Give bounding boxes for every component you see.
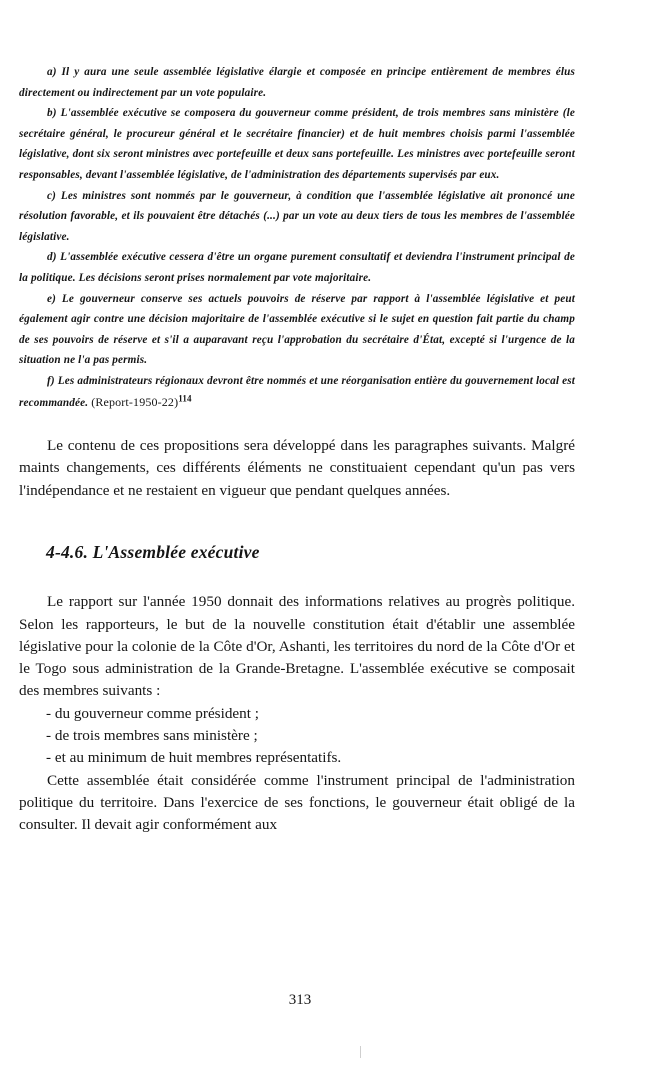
- body-text: [19, 435, 575, 836]
- paragraph-consultation: Cette assemblée était considérée comme l'instrument principal de l'administration politique du territoire. Dans l'exercice de ses fonctions, le gouverneur était obligé de la consulter. Il devait agir conformément aux: [19, 771, 575, 834]
- recommendation-d: d) L'assemblée exécutive cessera d'être un organe purement consultatif et deviendra l'instrument principal de la politique. Les décisions seront prises normalement par vote majoritaire.: [19, 251, 575, 284]
- recommendation-e: e) Le gouverneur conserve ses actuels pouvoirs de réserve par rapport à l'assemblée législative et peut également agir contre une décision majoritaire de l'assemblée exécutive si le sujet en question fait partie du champ de ses pouvoirs de réserve et s'il a auparavant reçu l'approbation du secrétaire d'État, excepté si l'urgence de la situation ne l'a pas permis.: [19, 292, 575, 367]
- section-heading: 4-4.6. L'Assemblée exécutive: [46, 541, 260, 562]
- list-item: - de trois membres sans ministère ;: [46, 727, 258, 745]
- recommendation-c: c) Les ministres sont nommés par le gouverneur, à condition que l'assemblée législative ait prononcé une résolution favorable, et ils pouvaient être détachés (...) par un vote au deux tiers de tous les membres de l'assemblée législative.: [19, 189, 575, 243]
- page-number: 313: [288, 992, 312, 1008]
- page-content: [19, 62, 575, 837]
- list-item: - du gouverneur comme président ;: [46, 704, 259, 722]
- recommendation-a: a) Il y aura une seule assemblée législative élargie et composée en principe entièrement de membres élus directement ou indirectement par un vote populaire.: [19, 66, 575, 99]
- quoted-recommendations: [19, 62, 575, 413]
- recommendation-f-text: f) Les administrateurs régionaux devront être nommés et une réorganisation entière du gouvernement local est recommandée.: [19, 374, 575, 409]
- recommendation-b: b) L'assemblée exécutive se composera du gouverneur comme président, de trois membres sans ministère (le secrétaire général, le procureur général et le secrétaire financier) et de huit membres choisis parmi l'assemblée législative, dont six seront ministres avec portefeuille et deux sans portefeuille. Les ministres avec portefeuille seront responsables, devant l'assemblée législative, de l'administration des départements supervisés par eux.: [19, 107, 575, 181]
- list-item: - et au minimum de huit membres représentatifs.: [46, 749, 342, 767]
- paragraph-report: Le rapport sur l'année 1950 donnait des informations relatives au progrès politique. Selon les rapporteurs, le but de la nouvelle constitution était d'établir une assemblée législative pour la colonie de la Côte d'Or, Ashanti, les territoires du nord de la Côte d'Or et le Togo sous administration de la Grande-Bretagne. L'assemblée exécutive se composait des membres suivants :: [19, 593, 575, 700]
- paragraph-intro: Le contenu de ces propositions sera développé dans les paragraphes suivants. Malgré maints changements, ces différents éléments ne constituaient cependant qu'un pas vers l'indépendance et ne restaient en vigueur que pendant quelques années.: [19, 437, 575, 499]
- report-reference: (Report-1950-22): [91, 394, 179, 409]
- scan-mark: [360, 1046, 361, 1058]
- member-list: [19, 703, 575, 770]
- recommendation-f: [19, 371, 575, 413]
- footnote-marker[interactable]: 114: [178, 392, 192, 403]
